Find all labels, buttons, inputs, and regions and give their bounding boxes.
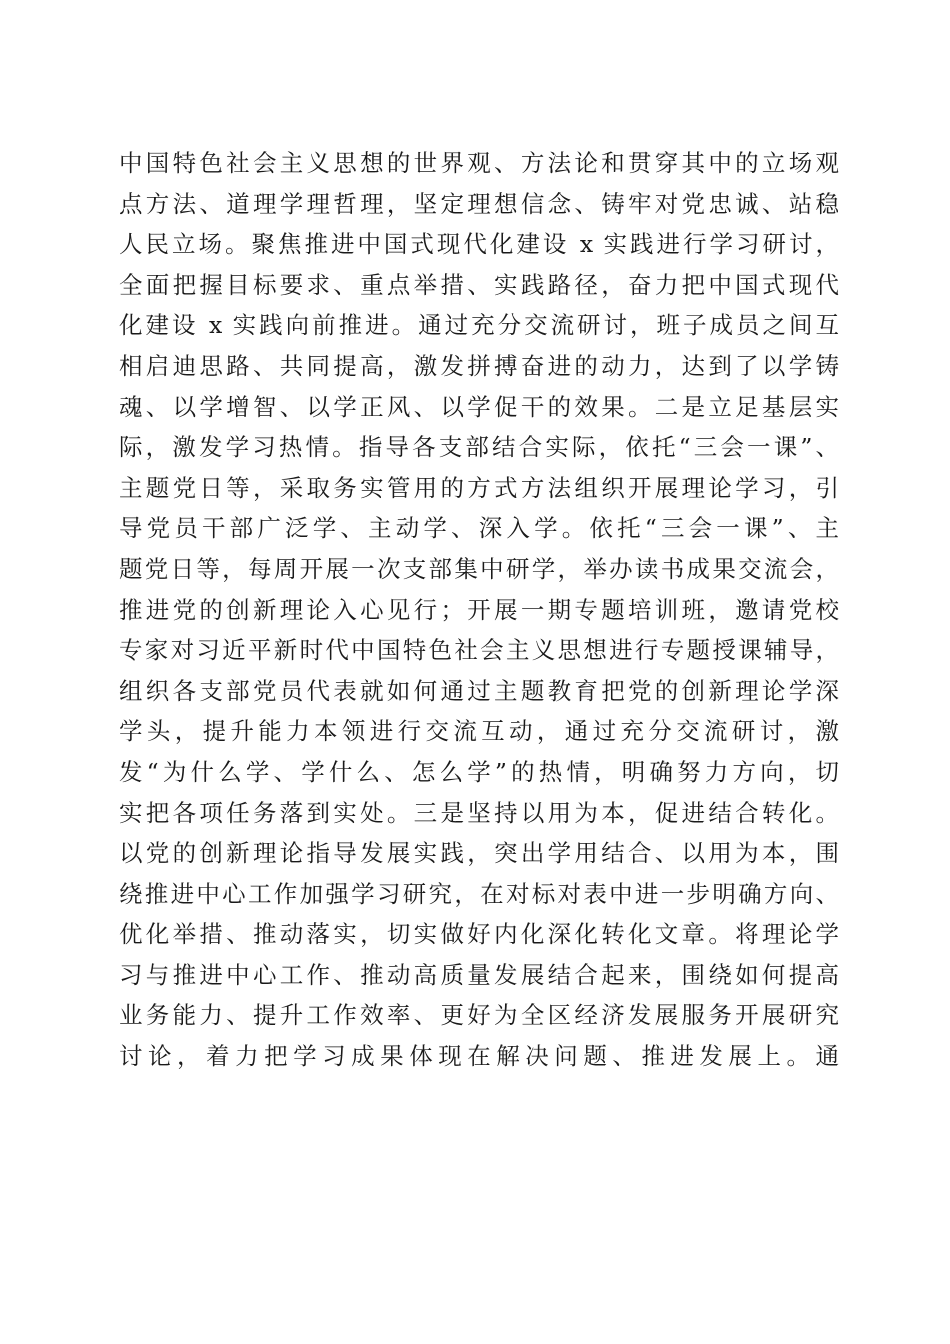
text-line-5: 化建设 x 实践向前推进。通过充分交流研讨，班子成员之间互 <box>119 311 839 340</box>
text-line-23: 讨论，着力把学习成果体现在解决问题、推进发展上。通 <box>119 1042 839 1071</box>
text-line-12: 推进党的创新理论入心见行；开展一期专题培训班，邀请党校 <box>119 595 839 624</box>
text-line-21: 习与推进中心工作、推动高质量发展结合起来，围绕如何提高 <box>119 960 839 989</box>
text-line-18: 以党的创新理论指导发展实践，突出学用结合、以用为本，围 <box>119 839 839 868</box>
text-line-10: 导党员干部广泛学、主动学、深入学。依托“三会一课”、主 <box>119 514 839 543</box>
text-line-1: 中国特色社会主义思想的世界观、方法论和贯穿其中的立场观 <box>119 149 839 177</box>
body-paragraph <box>119 143 839 1077</box>
text-line-2: 点方法、道理学理哲理，坚定理想信念、铸牢对党忠诚、站稳 <box>119 189 839 218</box>
text-line-3: 人民立场。聚焦推进中国式现代化建设 x 实践进行学习研讨， <box>119 230 839 259</box>
text-line-17: 实把各项任务落到实处。三是坚持以用为本，促进结合转化。 <box>119 798 839 827</box>
text-line-13: 专家对习近平新时代中国特色社会主义思想进行专题授课辅导， <box>119 636 839 665</box>
text-line-20: 优化举措、推动落实，切实做好内化深化转化文章。将理论学 <box>119 920 839 949</box>
text-line-16: 发“为什么学、学什么、怎么学”的热情，明确努力方向，切 <box>119 757 839 786</box>
text-line-9: 主题党日等，采取务实管用的方式方法组织开展理论学习，引 <box>119 473 839 502</box>
text-line-22: 业务能力、提升工作效率、更好为全区经济发展服务开展研究 <box>119 1001 839 1030</box>
text-line-4: 全面把握目标要求、重点举措、实践路径，奋力把中国式现代 <box>119 270 839 299</box>
text-line-14: 组织各支部党员代表就如何通过主题教育把党的创新理论学深 <box>119 676 839 705</box>
text-line-11: 题党日等，每周开展一次支部集中研学，举办读书成果交流会， <box>119 554 839 583</box>
text-line-8: 际，激发学习热情。指导各支部结合实际，依托“三会一课”、 <box>119 433 839 462</box>
text-line-15: 学头，提升能力本领进行交流互动，通过充分交流研讨，激 <box>119 717 839 746</box>
text-line-6: 相启迪思路、共同提高，激发拼搏奋进的动力，达到了以学铸 <box>119 351 839 380</box>
text-line-19: 绕推进中心工作加强学习研究，在对标对表中进一步明确方向、 <box>119 879 839 908</box>
text-line-7: 魂、以学增智、以学正风、以学促干的效果。二是立足基层实 <box>119 392 839 421</box>
